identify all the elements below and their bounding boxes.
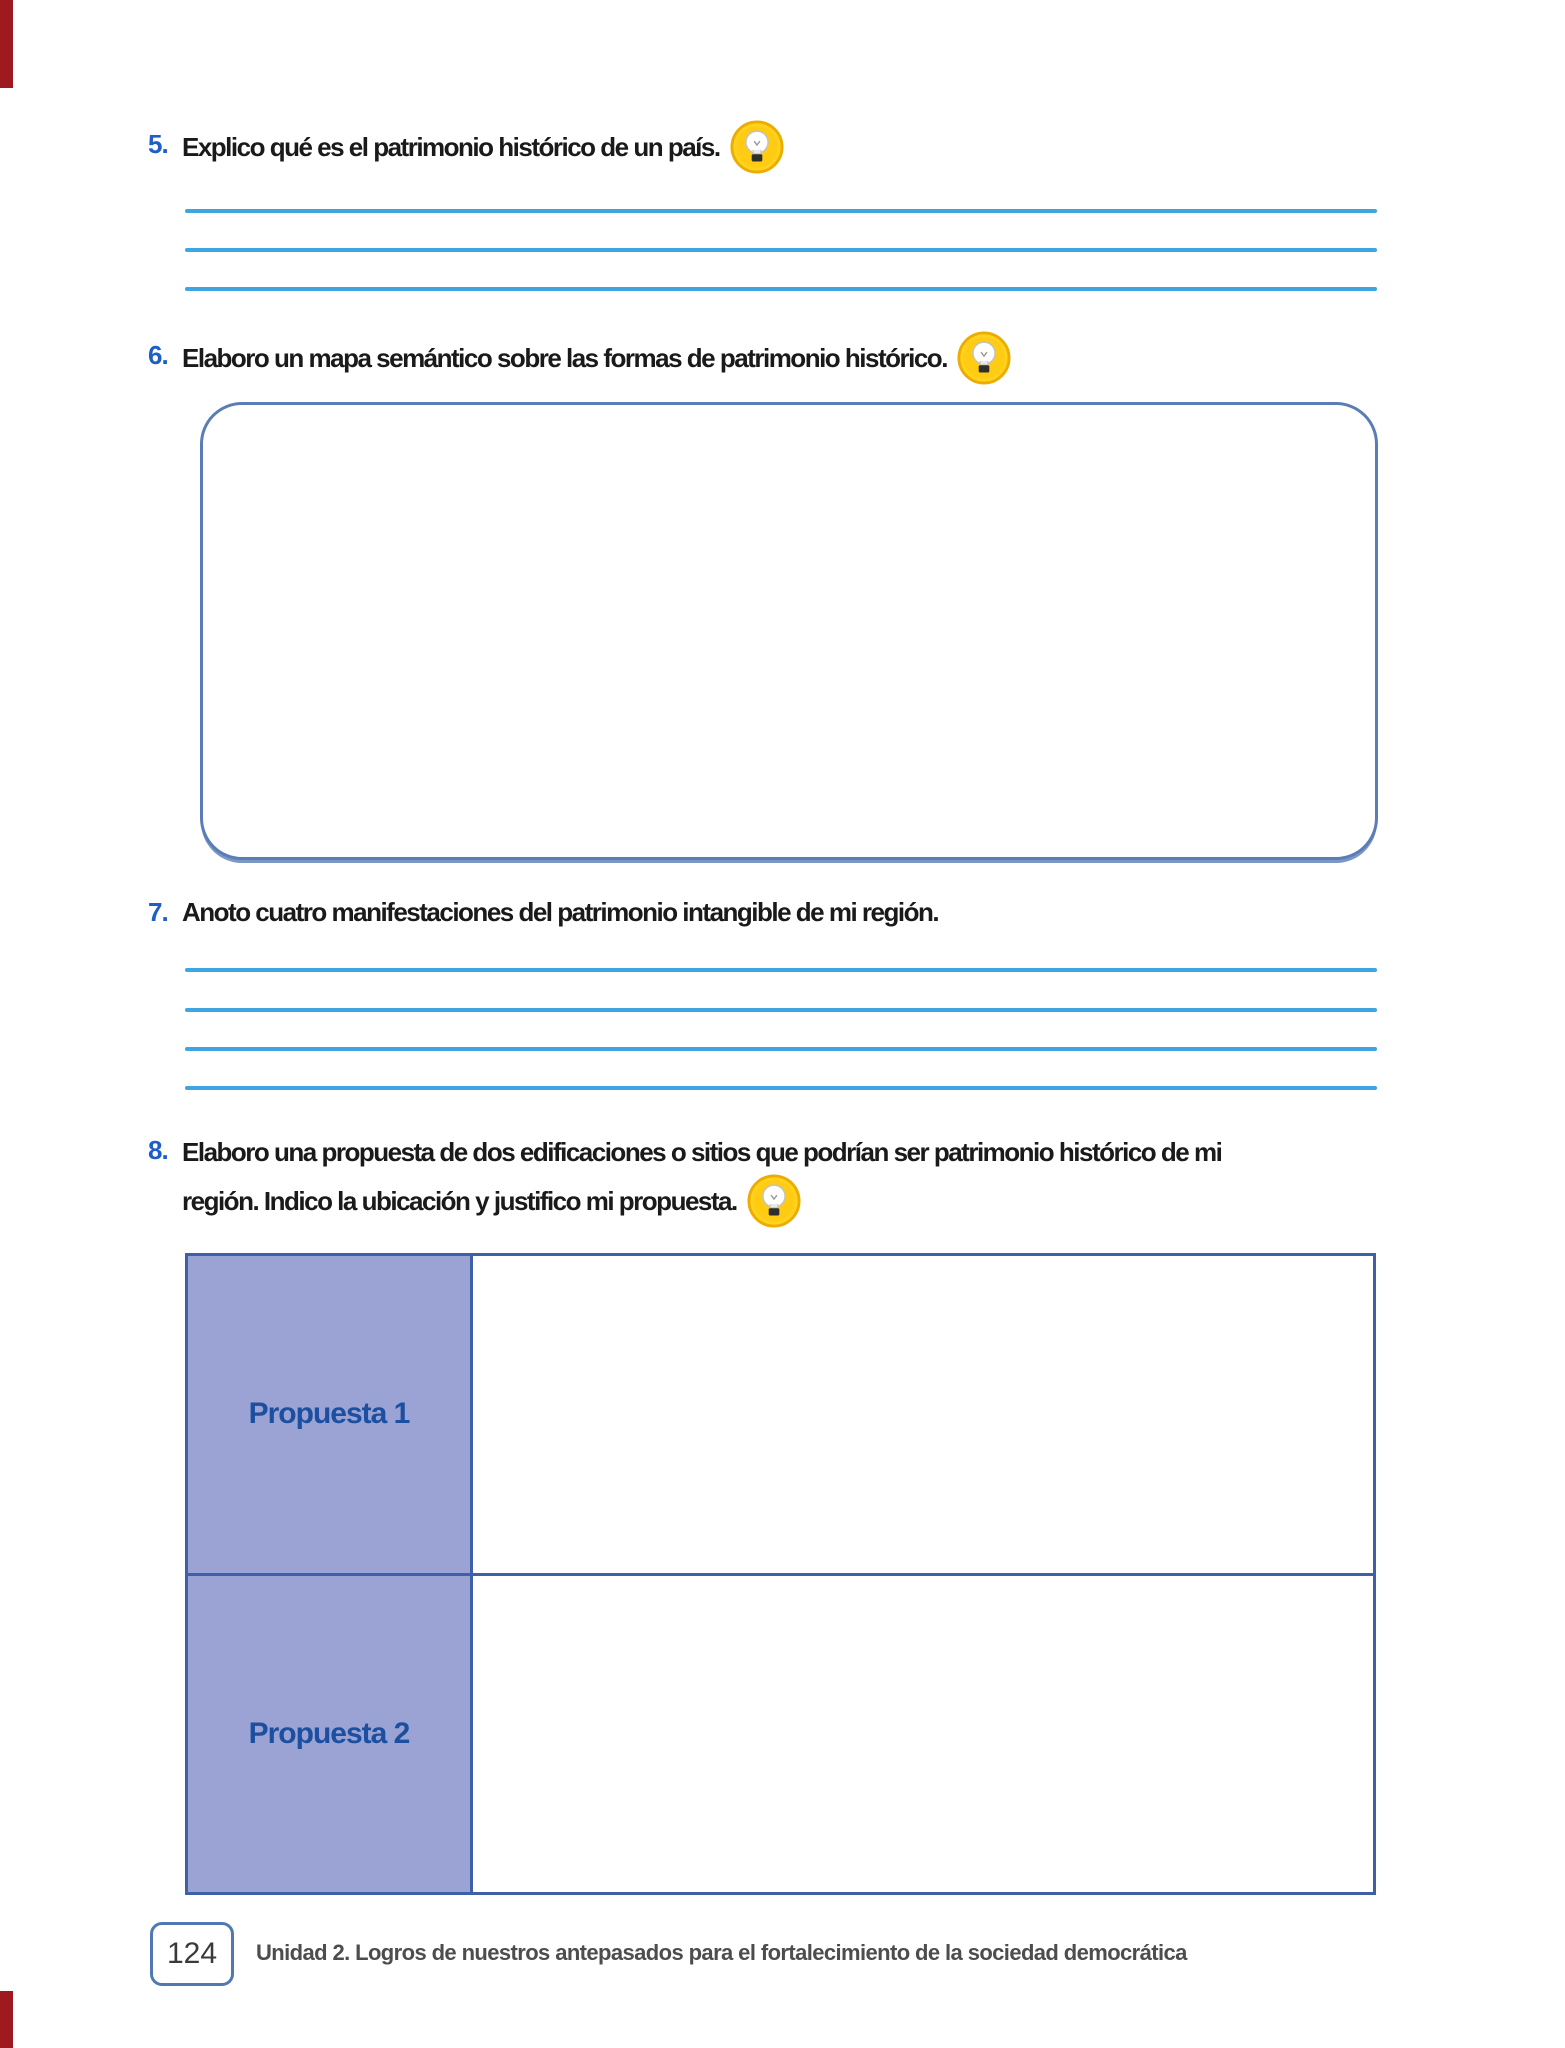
exercise-7-number: 7. bbox=[148, 897, 168, 927]
answer-line[interactable] bbox=[185, 287, 1377, 291]
exercise-8-number: 8. bbox=[148, 1135, 168, 1165]
answer-line[interactable] bbox=[185, 968, 1377, 972]
answer-line[interactable] bbox=[185, 1008, 1377, 1012]
lightbulb-icon bbox=[730, 120, 784, 174]
lightbulb-icon bbox=[747, 1174, 801, 1228]
answer-line[interactable] bbox=[185, 248, 1377, 252]
unit-title: Unidad 2. Logros de nuestros antepasados para el fortalecimiento de la sociedad democrática bbox=[256, 1940, 1187, 1965]
proposal-2-answer-cell[interactable] bbox=[473, 1576, 1373, 1893]
exercise-5-number: 5. bbox=[148, 129, 168, 159]
proposal-2-label: Propuesta 2 bbox=[248, 1716, 410, 1750]
answer-line[interactable] bbox=[185, 1086, 1377, 1090]
table-row bbox=[188, 1256, 1373, 1573]
page-number-box bbox=[150, 1922, 234, 1986]
exercise-6-number: 6. bbox=[148, 340, 168, 370]
page-number: 124 bbox=[166, 1937, 218, 1970]
answer-line[interactable] bbox=[185, 209, 1377, 213]
page-edge-tab-top bbox=[0, 0, 13, 88]
proposal-1-header-cell bbox=[188, 1256, 473, 1573]
page-edge-tab-bottom bbox=[0, 1991, 13, 2048]
exercise-7-text: Anoto cuatro manifestaciones del patrimonio intangible de mi región. bbox=[182, 897, 939, 927]
proposal-1-answer-cell[interactable] bbox=[473, 1256, 1373, 1573]
exercise-6 bbox=[148, 333, 1011, 387]
table-row bbox=[188, 1573, 1373, 1893]
exercise-7 bbox=[148, 890, 938, 934]
exercise-8 bbox=[148, 1128, 1221, 1230]
answer-line[interactable] bbox=[185, 1047, 1377, 1051]
exercise-5-text: Explico qué es el patrimonio histórico de un país. bbox=[182, 131, 720, 162]
proposals-table bbox=[185, 1253, 1376, 1895]
exercise-8-text-line1: Elaboro una propuesta de dos edificaciones o sitios que podrían ser patrimonio histórico de mi bbox=[182, 1137, 1222, 1167]
proposal-2-header-cell bbox=[188, 1576, 473, 1893]
exercise-6-text: Elaboro un mapa semántico sobre las formas de patrimonio histórico. bbox=[182, 342, 947, 373]
exercise-5 bbox=[148, 122, 784, 176]
exercise-8-text-line2: región. Indico la ubicación y justifico mi propuesta. bbox=[182, 1185, 737, 1216]
proposal-1-label: Propuesta 1 bbox=[248, 1397, 410, 1431]
semantic-map-box[interactable] bbox=[200, 402, 1378, 860]
lightbulb-icon bbox=[957, 331, 1011, 385]
